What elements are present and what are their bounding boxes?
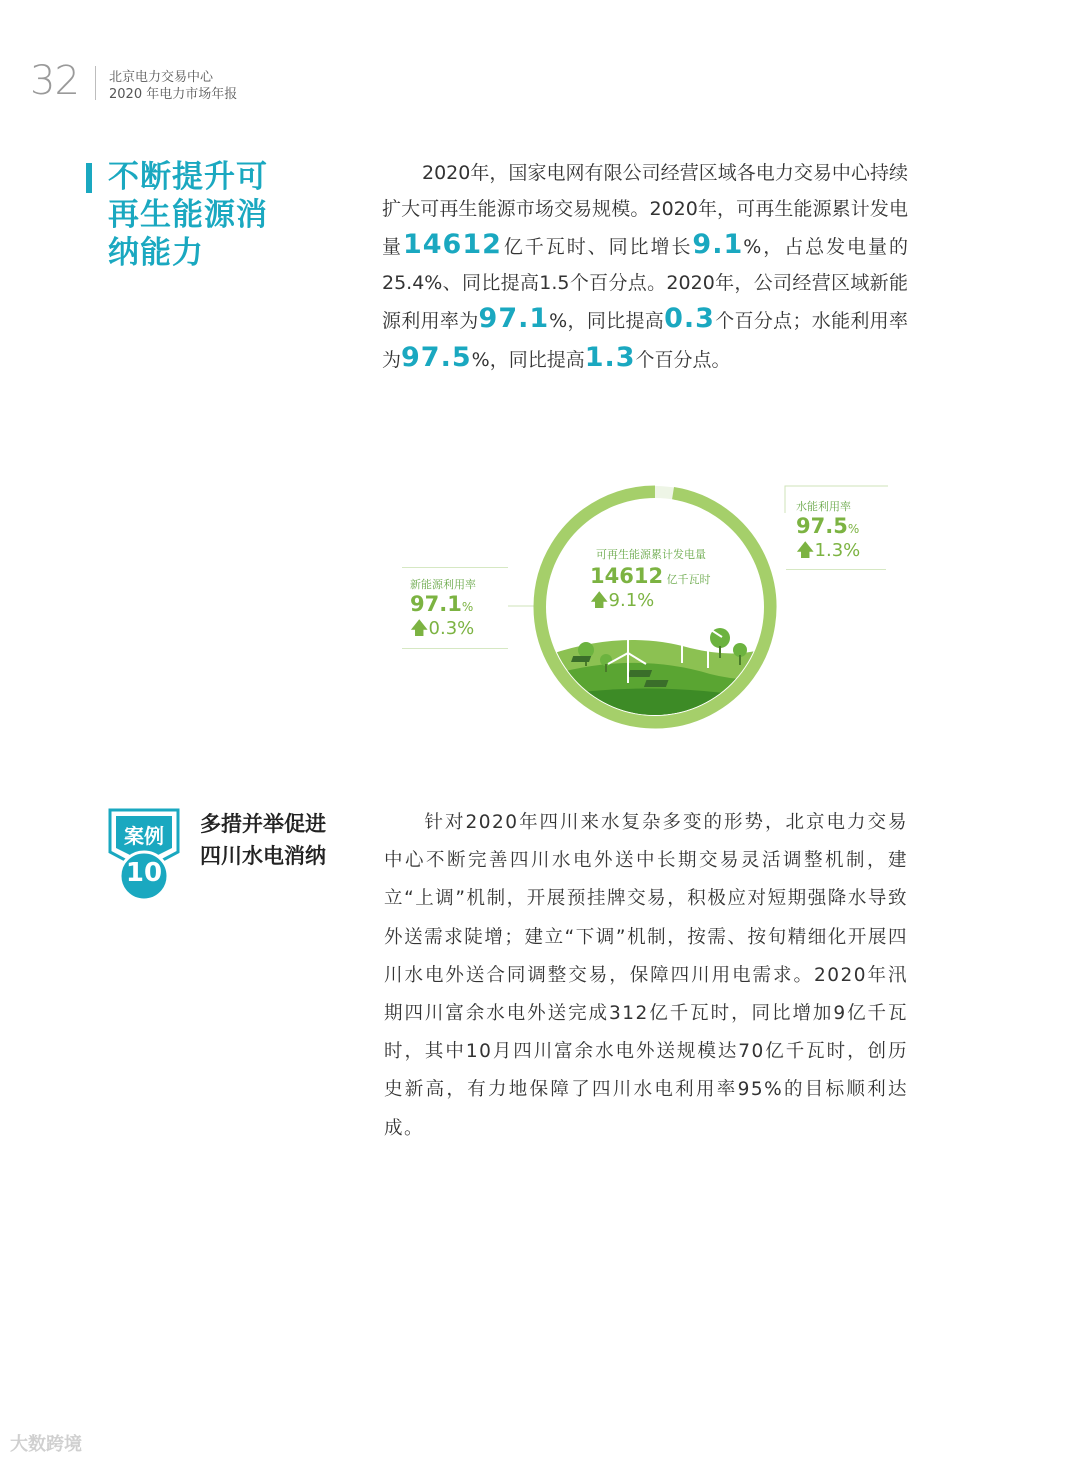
new-energy-label: 新能源利用率 (410, 578, 476, 591)
para-text: %，同比提高 (549, 310, 665, 332)
para-text: %，同比提高 (471, 348, 585, 371)
case-title (200, 808, 350, 872)
header-divider (95, 66, 96, 100)
case-badge-number: 10 (125, 858, 163, 888)
center-metric-change: 9.1% (608, 590, 655, 611)
intro-paragraph (382, 156, 908, 378)
header-report-title: 2020 年电力市场年报 (109, 87, 238, 102)
para-text: %，占总发电量的25.4%、同比提高1.5个百分点。2020年，公司经营区域新能源利用率为 (382, 236, 908, 332)
new-energy-pct: % (461, 600, 474, 614)
center-metric-label: 可再生能源累计发电量 (596, 548, 706, 561)
hydro-change: 1.3% (814, 540, 861, 561)
para-text: 亿千瓦时、同比增长 (501, 236, 693, 258)
new-energy-increase-value: 0.3 (664, 303, 715, 334)
arrow-up-icon: 🡅 (410, 618, 429, 639)
hydro-utilization-value: 97.5 (401, 341, 472, 373)
case-paragraph (384, 804, 908, 1148)
watermark: 大数跨境 (10, 1434, 82, 1455)
new-energy-value: 97.1 (410, 592, 462, 616)
new-energy-change: 0.3% (428, 618, 475, 639)
renewable-generation-value: 14612 (402, 229, 502, 260)
header-org: 北京电力交易中心 (109, 70, 214, 85)
center-metric-value: 14612 (590, 564, 664, 588)
hydro-pct: % (847, 522, 860, 536)
arrow-up-icon: 🡅 (590, 590, 609, 611)
section-title: 不断提升可再生能源消纳能力 (108, 159, 268, 271)
para-text: 2020年，国家电网有限公司经营区域各电力交易中心持续扩大可再生能源市场交易规模。2020年，可再生能源累计发电量 (382, 162, 908, 258)
center-metric (590, 546, 711, 618)
hydro-label: 水能利用率 (796, 500, 851, 513)
case-text: 针对2020年四川来水复杂多变的形势，北京电力交易中心不断完善四川水电外送中长期交易灵活调整机制，建立“上调”机制，开展预挂牌交易，积极应对短期强降水导致外送需求陡增；建立“下调”机制，按需、按旬精细化开展四川水电外送合同调整交易，保障四川用电需求。2020年汛期四川富余水电外送完成312亿千瓦时，同比增加9亿千瓦时，其中10月四川富余水电外送规模达70亿千瓦时，创历史新高，有力地保障了四川水电利用率95%的目标顺利达成。 (384, 812, 908, 1139)
left-callout-line (508, 606, 535, 613)
growth-rate-value: 9.1 (692, 229, 744, 260)
case-title-line: 多措并举促进 (200, 812, 326, 836)
case-title-line: 四川水电消纳 (200, 844, 326, 868)
page-number: 32 (30, 58, 79, 104)
para-text: 个百分点。 (635, 348, 731, 371)
hydro-increase-value: 1.3 (584, 341, 636, 373)
new-energy-utilization-value: 97.1 (478, 303, 550, 334)
case-badge-label: 案例 (124, 824, 164, 848)
hydro-value: 97.5 (796, 514, 848, 538)
para-text: 个百分点；水能利用率为 (382, 310, 908, 371)
arrow-up-icon: 🡅 (796, 540, 815, 561)
new-energy-box (402, 567, 508, 649)
center-metric-unit: 亿千瓦时 (666, 573, 711, 586)
hydro-box (786, 486, 886, 570)
section-accent-bar (86, 163, 92, 193)
